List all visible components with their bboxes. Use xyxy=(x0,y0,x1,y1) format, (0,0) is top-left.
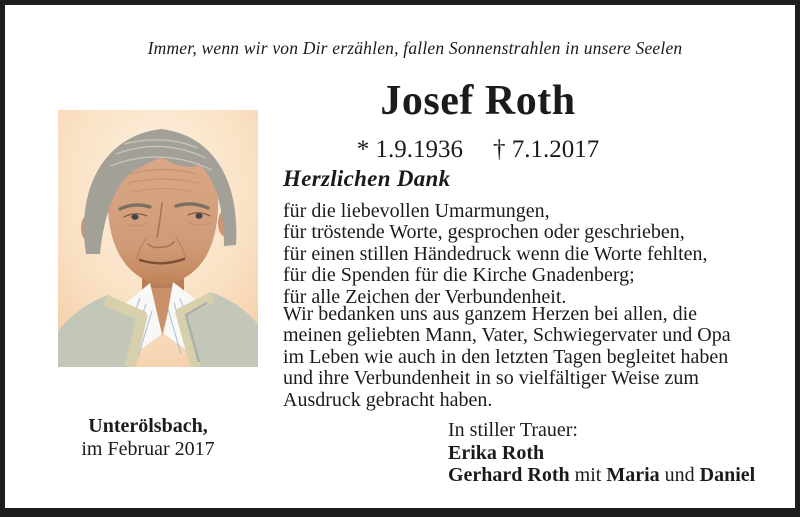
text-line: für alle Zeichen der Verbundenheit. xyxy=(283,285,567,308)
portrait-photo xyxy=(58,110,258,367)
left-eye xyxy=(131,214,138,220)
mourners-block xyxy=(448,419,755,487)
mourners-intro: In stiller Trauer: xyxy=(448,419,578,441)
place-name: Unterölsbach, xyxy=(88,415,208,437)
place-and-date xyxy=(43,415,253,460)
deceased-name: Josef Roth xyxy=(380,78,576,124)
portrait-image xyxy=(58,110,258,367)
life-dates xyxy=(283,136,673,164)
gratitude-paragraph xyxy=(283,304,731,411)
birth-date: * 1.9.1936 xyxy=(356,136,463,163)
mourners-names xyxy=(448,442,755,487)
date-line: im Februar 2017 xyxy=(81,437,215,460)
text-line: Wir bedanken uns aus ganzem Herzen bei allen, die xyxy=(283,303,698,325)
text-line: im Leben wie auch in den letzten Tagen begleitet haben xyxy=(283,345,729,368)
right-eye xyxy=(195,213,202,219)
thanks-heading: Herzlichen Dank xyxy=(283,166,451,191)
text-line: Erika Roth xyxy=(448,441,545,464)
text-line: für einen stillen Händedruck wenn die Worte fehlten, xyxy=(283,242,708,265)
text-line: für die Spenden für die Kirche Gnadenberg; xyxy=(283,264,635,287)
text-line: Gerhard Roth mit Maria und Daniel xyxy=(448,464,756,486)
text-line: für die liebevollen Umarmungen, xyxy=(283,200,550,222)
text-line: meinen geliebten Mann, Vater, Schwiegervater und Opa xyxy=(283,324,731,347)
death-date: † 7.1.2017 xyxy=(493,136,600,163)
text-line: und ihre Verbundenheit in so vielfältiger Weise zum xyxy=(283,367,699,390)
text-line: für tröstende Worte, gesprochen oder geschrieben, xyxy=(283,221,685,244)
thanks-list xyxy=(283,201,708,308)
memorial-quote: Immer, wenn wir von Dir erzählen, fallen Sonnenstrahlen in unsere Seelen xyxy=(147,38,683,58)
text-line: Ausdruck gebracht haben. xyxy=(283,388,493,411)
